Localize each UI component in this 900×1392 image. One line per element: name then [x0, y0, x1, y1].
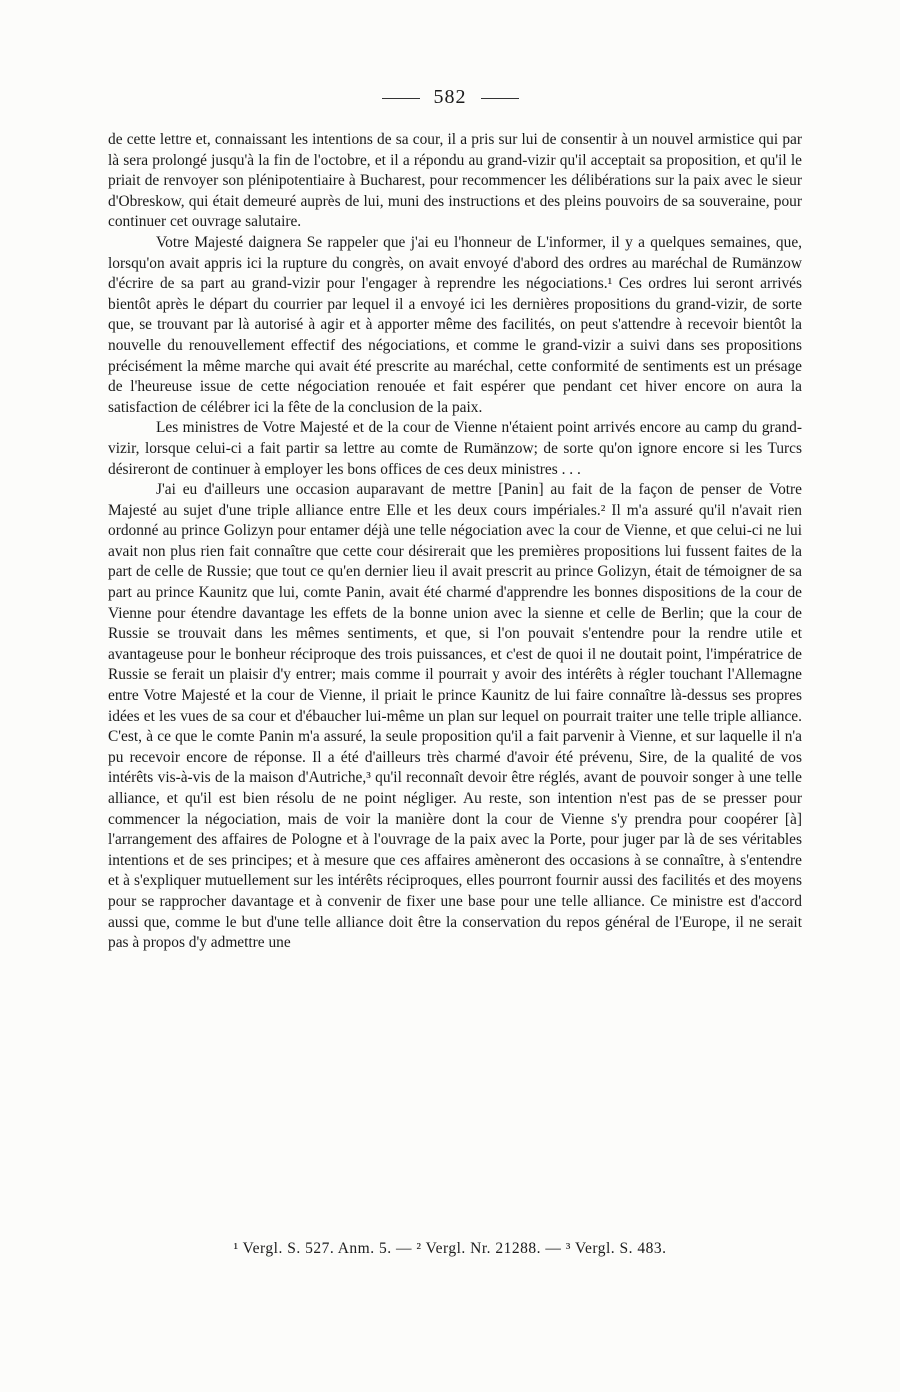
page-header	[0, 86, 900, 109]
page-number: 582	[433, 86, 467, 108]
footnotes: ¹ Vergl. S. 527. Anm. 5. — ² Vergl. Nr. 21288. — ³ Vergl. S. 483.	[233, 1240, 667, 1257]
paragraph-4: J'ai eu d'ailleurs une occasion auparavant de mettre [Panin] au fait de la façon de penser de Votre Majesté au sujet d'une triple alliance entre Elle et les deux cours impériales.² Il m'a assuré qu'il n'avait rien ordonné au prince Golizyn pour entamer déjà une telle négociation avec la cour de Vienne, et que celui-ci ne lui avait non plus rien fait connaître que cette cour désirerait que les premières propositions lui fussent faites de la part de celle de Russie; que tout ce qu'en dernier lieu il avait prescrit au prince Golizyn, était de témoigner de sa part au prince Kaunitz que lui, comte Panin, avait été charmé d'apprendre les bonnes dispositions de la cour de Vienne pour étendre davantage les effets de la bonne union avec la sienne et celle de Berlin; que la cour de Russie se trouvait dans les mêmes sentiments, et que, si l'on pouvait s'entendre pour la rendre utile et avantageuse pour le bonheur réciproque des trois puissances, et c'est de quoi il ne doutait point, l'impératrice de Russie se ferait un plaisir d'y entrer; mais comme il pourrait y avoir des intérêts à régler touchant l'Allemagne entre Votre Majesté et la cour de Vienne, il priait le prince Kaunitz de lui faire connaître là-dessus ses propres idées et les vues de sa cour et d'ébaucher lui-même un plan sur lequel on pourrait traiter une telle triple alliance. C'est, à ce que le comte Panin m'a assuré, la seule proposition qu'il a fait parvenir à Vienne, et sur laquelle il n'a pu recevoir encore de réponse. Il a été d'ailleurs très charmé d'avoir été prévenu, Sire, de la qualité de vos intérêts vis-à-vis de la maison d'Autriche,³ qu'il reconnaît devoir être réglés, avant de pouvoir songer à une telle alliance, et qu'il est bien résolu de ne point négliger. Au reste, son intention n'est pas de se presser pour commencer la négociation, mais de voir la manière dont la cour de Vienne s'y prendra pour coopérer [à] l'arrangement des affaires de Pologne et à l'ouvrage de la paix avec la Porte, pour juger par là de ses véritables intentions et de ses principes; et à mesure que ces affaires amèneront des occasions à se connaître, à s'entendre et à s'expliquer mutuellement sur les intérêts réciproques, elles pourront fournir aussi des facilités et des moyens pour se rapprocher davantage et à convenir de fixer une base pour une telle alliance. Ce ministre est d'accord aussi que, comme le but d'une telle alliance doit être la conservation du repos général de l'Europe, il ne serait pas à propos d'y admettre une	[108, 481, 802, 952]
paragraph-1: de cette lettre et, connaissant les intentions de sa cour, il a pris sur lui de consentir à un nouvel armistice qui par là sera prolongé jusqu'à la fin de l'octobre, et il a répondu au grand-vizir qu'il acceptait sa proposition, et qu'il le priait de renvoyer son plénipotentiaire à Bucharest, pour recommencer les délibérations sur la paix avec le sieur d'Obreskow, qui était demeuré auprès de lui, muni des instructions et des pleins pouvoirs de sa souveraine, pour continuer cet ouvrage salutaire.	[108, 131, 802, 231]
body-text	[108, 130, 802, 954]
header-rule-left	[382, 98, 420, 99]
paragraph-2: Votre Majesté daignera Se rappeler que j'ai eu l'honneur de L'informer, il y a quelques semaines, que, lorsqu'on avait appris ici la rupture du congrès, on avait envoyé d'abord des ordres au maréchal de Rumänzow d'écrire de sa part au grand-vizir pour l'engager à reprendre les négociations.¹ Ces ordres lui seront arrivés bientôt après le départ du courrier par lequel il a envoyé ici les dernières propositions du grand-vizir, de sorte que, se trouvant par là autorisé à agir et à apporter même des facilités, on peut s'attendre à recevoir bientôt la nouvelle du renouvellement effectif des négociations, et comme le grand-vizir a suivi dans ses propositions précisément la même marche qui avait été prescrite au maréchal, cette conformité de sentiments est un présage de l'heureuse issue de cette négociation renouée et fait espérer que pendant cet hiver encore on aura la satisfaction de célébrer ici la fête de la conclusion de la paix.	[108, 233, 802, 416]
paragraph-3: Les ministres de Votre Majesté et de la cour de Vienne n'étaient point arrivés encore au camp du grand-vizir, lorsque celui-ci a fait partir sa lettre au comte de Rumänzow; de sorte qu'on ignore encore si les Turcs désireront de continuer à employer les bons offices de ces deux ministres . . .	[108, 419, 802, 478]
header-rule-right	[481, 98, 519, 99]
